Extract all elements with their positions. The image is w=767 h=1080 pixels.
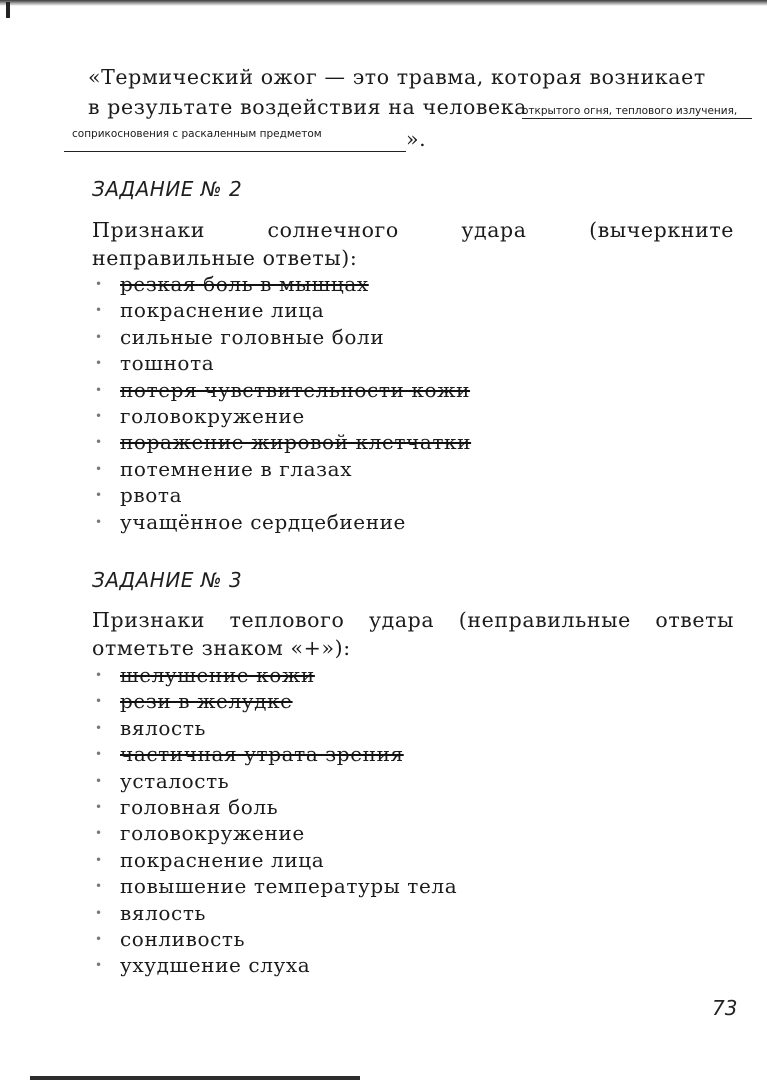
answer-option-text: головокружение [120,821,305,846]
answer-option-text-crossed-out: шелушение кожи [120,663,315,687]
bullet-icon: • [95,514,103,529]
answer-option-text-crossed-out: потеря чувствительности кожи [120,377,471,402]
answer-option[interactable] [95,350,471,376]
scan-edge-top [0,0,767,6]
bullet-icon: • [95,773,103,788]
answer-option-text-crossed-out: рези в желудке [120,689,293,714]
answer-option-text: ухудшение слуха [120,953,311,978]
answer-option-text: повышение температуры тела [120,874,458,899]
definition-line-1: «Термический ожог — это травма, которая возникает [88,65,706,89]
answer-blank-2[interactable] [64,125,406,152]
bullet-icon: • [95,408,103,423]
answer-option-text: сильные головные боли [120,324,385,349]
bullet-icon: • [95,826,103,841]
answer-option-text: вялость [120,900,206,925]
bullet-icon: • [95,852,103,867]
task-3-prompt: Признаки теплового удара (неправильные ответы отметьте знаком «+»): [92,608,734,660]
answer-option[interactable] [95,926,457,952]
bullet-icon: • [95,435,103,450]
bullet-icon: • [95,277,103,291]
answer-option[interactable] [95,794,457,820]
bullet-icon: • [95,720,103,735]
answer-option[interactable] [95,768,457,794]
definition-line-3 [72,122,736,152]
task-2-answer-list [95,271,471,535]
answer-option[interactable] [95,456,471,482]
bullet-icon: • [95,694,103,709]
answer-fill-2: соприкосновения с раскаленным предметом [72,128,322,140]
answer-option[interactable] [95,900,457,926]
answer-option[interactable] [95,429,471,455]
task-3-heading: ЗАДАНИЕ № 3 [92,568,243,592]
answer-option[interactable] [95,271,471,297]
answer-fill-1: открытого огня, теплового излучения, [522,105,738,117]
answer-option[interactable] [95,324,471,350]
answer-option-text: тошнота [120,351,215,376]
answer-blank-1[interactable] [522,96,752,119]
answer-option[interactable] [95,509,471,535]
answer-option-text-crossed-out: поражение жировой клетчатки [120,430,472,455]
bullet-icon: • [95,879,103,894]
answer-option-text: покраснение лица [120,847,325,872]
answer-option-text: сонливость [120,926,246,951]
bullet-icon: • [95,747,103,762]
answer-option-text: учащённое сердцебиение [120,509,406,534]
answer-option-text: рвота [120,483,183,508]
bullet-icon: • [95,356,103,371]
definition-line-2 [88,92,736,122]
page-number: 73 [712,996,738,1020]
bullet-icon: • [95,668,103,682]
task-2-prompt: Признаки солнечного удара (вычеркните неправильные ответы): [92,218,734,270]
answer-option-text: усталость [120,768,230,793]
definition-prefix: в результате воздействия на человека [88,95,528,119]
closing-quote: ». [406,127,427,151]
answer-option[interactable] [95,403,471,429]
task-3-answer-list [95,662,457,979]
bullet-icon: • [95,461,103,476]
answer-option[interactable] [95,297,471,323]
answer-option[interactable] [95,662,457,688]
answer-option[interactable] [95,715,457,741]
answer-option-text-crossed-out: резкая боль в мышцах [120,272,369,296]
scan-edge-bottom [30,1076,360,1080]
bullet-icon: • [95,329,103,344]
bullet-icon: • [95,905,103,920]
answer-option-text: головная боль [120,794,279,819]
answer-option[interactable] [95,952,457,978]
answer-option-text: головокружение [120,403,305,428]
answer-option[interactable] [95,820,457,846]
answer-option[interactable] [95,847,457,873]
answer-option-text: покраснение лица [120,298,325,323]
answer-option[interactable] [95,377,471,403]
bullet-icon: • [95,488,103,503]
answer-option[interactable] [95,741,457,767]
answer-option-text: вялость [120,715,206,740]
answer-option[interactable] [95,873,457,899]
answer-option[interactable] [95,688,457,714]
answer-option-text-crossed-out: частичная утрата зрения [120,742,404,767]
bullet-icon: • [95,799,103,814]
scan-mark [6,2,10,18]
bullet-icon: • [95,958,103,973]
bullet-icon: • [95,303,103,318]
task-2-heading: ЗАДАНИЕ № 2 [92,177,243,201]
bullet-icon: • [95,382,103,397]
bullet-icon: • [95,931,103,946]
thermal-burn-definition [72,62,738,152]
answer-option[interactable] [95,482,471,508]
answer-option-text: потемнение в глазах [120,456,353,481]
